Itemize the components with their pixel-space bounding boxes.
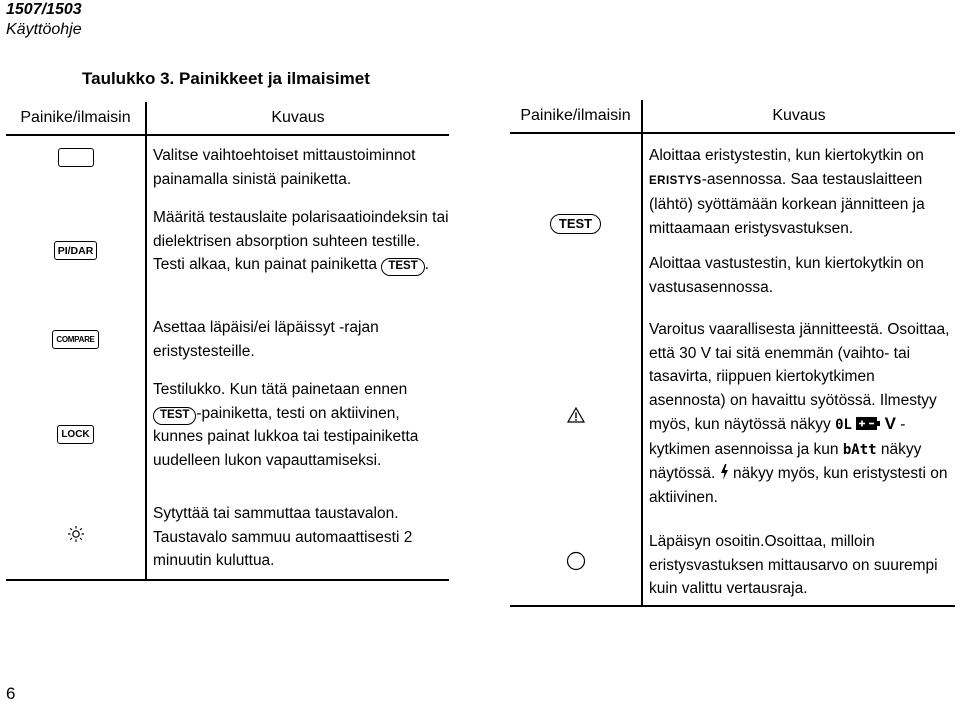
table-row (6, 496, 449, 580)
compare-description: Asettaa läpäisi/ei läpäissyt -rajan eristystesteille. (153, 319, 379, 360)
document-type: Käyttöohje (6, 21, 82, 38)
column-header-button: Painike/ilmaisin (510, 100, 642, 133)
table-caption: Taulukko 3. Painikkeet ja ilmaisimet (82, 69, 370, 88)
blue-button-icon (58, 148, 94, 167)
model-number: 1507/1503 (6, 1, 82, 18)
insulation-mode-label: ERISTYS (649, 174, 702, 187)
table-row (6, 306, 449, 370)
lock-description: Testilukko. Kun tätä painetaan ennen (153, 381, 408, 398)
pi-dar-button-icon: PI/DAR (54, 241, 98, 260)
table-row: PI/DAR Määritä testauslaite polarisaatioindeksin tai dielektrisen absorption suhteen testille. Testi alkaa, kun painat painiketta TEST . (6, 194, 449, 306)
buttons-table-right (510, 100, 955, 607)
table-row (510, 524, 955, 606)
table-row: LOCK Testilukko. Kun tätä painetaan ennen TEST -painiketta, testi on aktiivinen, kunnes painat lukkoa tai testipainiketta uudelleen lukon vapauttamiseksi. (6, 370, 449, 496)
continuity-description: Läpäisyn osoitin.Osoittaa, milloin eristysvastuksen mittausarvo on suurempi kuin valittu vertausraja. (649, 533, 938, 597)
test-description-resistance: Aloittaa vastustestin, kun kiertokytkin on vastusasennossa. (649, 255, 924, 296)
test-button-icon: TEST (153, 407, 196, 425)
column-header-button: Painike/ilmaisin (6, 102, 146, 135)
backlight-sun-icon (67, 525, 85, 543)
table-row: Varoitus vaarallisesta jännitteestä. Osoittaa, että 30 V tai sitä enemmän (vaihto- tai tasavirta, riippuen kiertokytkimen asennosta) on havaittu syötössä. Ilmestyy myös, kun näytössä näkyy 0L V -kytkimen asennoissa ja kun bAtt näkyy näytössä. näkyy myös, kun eristystesti on aktiivinen. (510, 314, 955, 524)
table-header-row (510, 100, 955, 133)
blue-button-description: Valitse vaihtoehtoiset mittaustoiminnot painamalla sinistä painiketta. (153, 147, 416, 188)
continuity-indicator-icon (566, 551, 586, 571)
test-description-insulation: Aloittaa eristystestin, kun kiertokytkin on ERISTYS-asennossa. Saa testauslaitteen (lähtö) syöttämään korkean jännitteen ja mittaamaan eristysvastuksen. (649, 147, 925, 237)
page-number: 6 (6, 684, 16, 703)
pi-dar-description: Määritä testauslaite polarisaatioindeksin tai dielektrisen absorption suhteen testille. Testi alkaa, kun painat painiketta (153, 209, 449, 273)
column-header-description: Kuvaus (146, 102, 449, 135)
test-button-icon: TEST (550, 214, 601, 234)
battery-icon (856, 417, 880, 430)
document-header (6, 0, 82, 40)
buttons-table-left (6, 102, 449, 581)
table-row (6, 135, 449, 194)
volt-symbol: V (884, 414, 896, 433)
table-row (510, 133, 955, 314)
warning-triangle-icon (567, 407, 585, 423)
test-button-icon: TEST (381, 258, 424, 276)
lock-button-icon: LOCK (57, 425, 93, 444)
backlight-description: Sytyttää tai sammuttaa taustavalon. Taustavalo sammuu automaattisesti 2 minuutin kuluttua. (153, 505, 413, 569)
battery-display-indicator: bAtt (842, 441, 877, 458)
compare-button-icon: COMPARE (52, 330, 98, 349)
table-header-row (6, 102, 449, 135)
column-header-description: Kuvaus (642, 100, 955, 133)
high-voltage-bolt-icon (720, 464, 729, 480)
ol-display-indicator: 0L (835, 417, 852, 433)
